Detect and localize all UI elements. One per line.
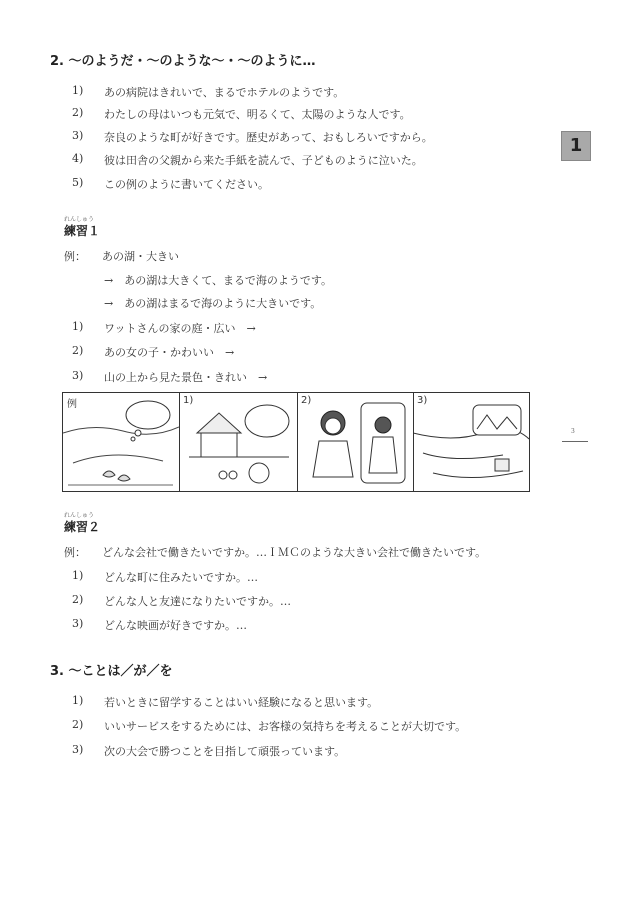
list-item: この例のように書いてください。	[104, 178, 269, 191]
list-number: 1)	[72, 569, 84, 582]
list-item: どんな人と友達になりたいですか。…	[104, 595, 291, 608]
panel-label: 2)	[301, 395, 312, 406]
scenery-illustration	[413, 393, 529, 491]
list-number: 2)	[72, 593, 84, 606]
exercise-2-heading: 練習２	[64, 520, 101, 534]
illustration-strip	[62, 392, 530, 492]
exercise-1-ruby: れんしゅう	[64, 216, 95, 223]
chapter-tab: 1	[561, 131, 591, 161]
list-item: あの女の子・かわいい →	[104, 346, 235, 359]
list-number: 1)	[72, 694, 84, 707]
lake-illustration	[63, 393, 179, 491]
panel-label: 例	[67, 399, 77, 410]
list-number: 2)	[72, 344, 84, 357]
section-2-title: 2. ～のようだ・～のような～・～のように…	[50, 54, 316, 69]
page-number-rule	[562, 441, 588, 442]
exercise-2-ruby: れんしゅう	[64, 512, 95, 519]
list-item: 若いときに留学することはいい経験になると思います。	[104, 696, 379, 709]
list-item: 彼は田舎の父親から来た手紙を読んで、子どものように泣いた。	[104, 154, 423, 167]
list-number: 2)	[72, 106, 84, 119]
panel-label: 1)	[183, 395, 194, 406]
list-number: 5)	[72, 176, 84, 189]
house-illustration	[179, 393, 297, 491]
list-number: 2)	[72, 718, 84, 731]
example-label: 例：	[64, 546, 86, 559]
list-item: どんな映画が好きですか。…	[104, 619, 247, 632]
illustration-panel-3	[413, 393, 529, 491]
list-number: 3)	[72, 743, 84, 756]
example-answer: → あの湖はまるで海のように大きいです。	[104, 297, 322, 310]
example-label: 例：	[64, 250, 86, 263]
page-number: 3	[571, 428, 575, 435]
list-item: どんな町に住みたいですか。…	[104, 571, 258, 584]
panel-label: 3)	[417, 395, 428, 406]
list-item: ワットさんの家の庭・広い →	[104, 322, 256, 335]
list-number: 3)	[72, 369, 84, 382]
list-item: 奈良のような町が好きです。歴史があって、おもしろいですから。	[104, 131, 433, 144]
list-number: 3)	[72, 617, 84, 630]
list-number: 4)	[72, 152, 84, 165]
list-item: いいサービスをするためには、お客様の気持ちを考えることが大切です。	[104, 720, 467, 733]
list-item: 次の大会で勝つことを目指して頑張っています。	[104, 745, 346, 758]
list-item: わたしの母はいつも元気で、明るくて、太陽のような人です。	[104, 108, 411, 121]
list-item: あの病院はきれいで、まるでホテルのようです。	[104, 86, 345, 99]
illustration-panel-2	[297, 393, 414, 491]
illustration-panel-example	[63, 393, 180, 491]
example-answer: → あの湖は大きくて、まるで海のようです。	[104, 274, 333, 287]
illustration-panel-1	[179, 393, 298, 491]
exercise-1-heading: 練習１	[64, 224, 101, 238]
list-number: 1)	[72, 320, 84, 333]
list-number: 1)	[72, 84, 84, 97]
example-prompt: あの湖・大きい	[102, 250, 179, 263]
list-number: 3)	[72, 129, 84, 142]
girl-illustration	[297, 393, 413, 491]
section-3-title: 3. ～ことは／が／を	[50, 664, 173, 679]
example-sentence: どんな会社で働きたいですか。…ＩＭＣのような大きい会社で働きたいです。	[102, 546, 487, 559]
list-item: 山の上から見た景色・きれい →	[104, 371, 268, 384]
